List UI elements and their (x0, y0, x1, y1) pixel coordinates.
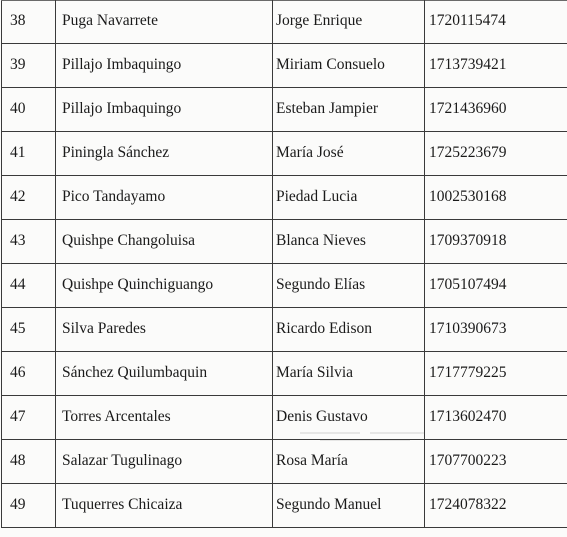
given-names-text: María José (276, 143, 344, 161)
surnames-cell (56, 440, 273, 484)
surnames-text: Torres Arcentales (62, 407, 171, 425)
surnames-cell (56, 132, 273, 176)
given-names-cell (273, 352, 425, 396)
row-number-text: 38 (10, 12, 26, 29)
row-number-text: 43 (10, 231, 26, 249)
id-number-text: 1717779225 (429, 363, 507, 381)
id-number-text: 1710390673 (429, 319, 507, 337)
id-number-text: 1709370918 (429, 231, 507, 249)
surnames-cell (56, 1, 273, 44)
given-names-text: Piedad Lucia (276, 187, 358, 205)
row-number-text: 44 (10, 275, 26, 293)
row-number-text: 46 (10, 363, 26, 381)
row-number-text: 48 (10, 451, 26, 469)
row-number-cell (2, 352, 56, 396)
given-names-text: Denis Gustavo (276, 407, 368, 425)
table-row (2, 88, 567, 132)
roster-table (1, 0, 567, 528)
row-number-cell (2, 1, 56, 44)
id-number-cell (425, 352, 567, 396)
surnames-text: Silva Paredes (62, 319, 146, 337)
surnames-text: Pillajo Imbaquingo (62, 55, 182, 73)
row-number-cell (2, 484, 56, 528)
table-row (2, 308, 567, 352)
surnames-cell (56, 88, 273, 132)
given-names-text: Miriam Consuelo (276, 55, 385, 73)
id-number-cell (425, 220, 567, 264)
row-number-cell (2, 132, 56, 176)
table-row (2, 132, 567, 176)
id-number-cell (425, 440, 567, 484)
given-names-text: Blanca Nieves (276, 231, 366, 249)
row-number-cell (2, 88, 56, 132)
faint-stamp-mark (290, 428, 440, 444)
id-number-text: 1705107494 (429, 275, 507, 293)
surnames-text: Salazar Tugulinago (62, 451, 183, 469)
id-number-text: 1721436960 (429, 99, 507, 117)
given-names-text: Rosa María (276, 451, 348, 469)
id-number-cell (425, 88, 567, 132)
given-names-cell (273, 220, 425, 264)
table-row (2, 264, 567, 308)
id-number-cell (425, 484, 567, 528)
row-number-cell (2, 264, 56, 308)
surnames-text: Sánchez Quilumbaquin (62, 363, 208, 381)
given-names-cell (273, 1, 425, 44)
table-row (2, 352, 567, 396)
table-row (2, 176, 567, 220)
id-number-text: 1713739421 (429, 55, 507, 73)
surnames-text: Pillajo Imbaquingo (62, 99, 182, 117)
id-number-cell (425, 396, 567, 440)
id-number-cell (425, 264, 567, 308)
given-names-text: María Silvia (276, 363, 354, 381)
id-number-cell (425, 308, 567, 352)
surnames-cell (56, 220, 273, 264)
surnames-text: Tuquerres Chicaiza (62, 495, 183, 513)
given-names-cell (273, 88, 425, 132)
given-names-text: Esteban Jampier (276, 99, 379, 117)
row-number-cell (2, 176, 56, 220)
id-number-text: 1725223679 (429, 143, 507, 161)
surnames-text: Puga Navarrete (62, 12, 158, 29)
given-names-cell (273, 308, 425, 352)
surnames-text: Pico Tandayamo (62, 187, 166, 205)
row-number-cell (2, 440, 56, 484)
id-number-text: 1002530168 (429, 187, 507, 205)
given-names-text: Segundo Manuel (276, 495, 382, 513)
row-number-text: 39 (10, 55, 26, 73)
row-number-cell (2, 220, 56, 264)
given-names-text: Segundo Elías (276, 275, 366, 293)
row-number-cell (2, 308, 56, 352)
given-names-cell (273, 44, 425, 88)
surnames-cell (56, 396, 273, 440)
table-row (2, 220, 567, 264)
given-names-cell (273, 264, 425, 308)
table-row (2, 484, 567, 528)
table-row (2, 44, 567, 88)
surnames-text: Quishpe Changoluisa (62, 231, 196, 249)
given-names-cell (273, 176, 425, 220)
row-number-text: 47 (10, 407, 26, 425)
surnames-cell (56, 176, 273, 220)
id-number-text: 1724078322 (429, 495, 507, 513)
given-names-cell (273, 440, 425, 484)
row-number-text: 42 (10, 187, 26, 205)
surnames-text: Piningla Sánchez (62, 143, 170, 161)
surnames-cell (56, 44, 273, 88)
given-names-cell (273, 484, 425, 528)
surnames-cell (56, 264, 273, 308)
row-number-text: 45 (10, 319, 26, 337)
row-number-text: 41 (10, 143, 26, 161)
given-names-cell (273, 132, 425, 176)
surnames-cell (56, 484, 273, 528)
surnames-cell (56, 308, 273, 352)
id-number-cell (425, 132, 567, 176)
roster-table-body (2, 1, 567, 528)
given-names-text: Jorge Enrique (276, 12, 363, 29)
row-number-cell (2, 396, 56, 440)
surnames-cell (56, 352, 273, 396)
surnames-text: Quishpe Quinchiguango (62, 275, 214, 293)
id-number-cell (425, 176, 567, 220)
given-names-text: Ricardo Edison (276, 319, 372, 337)
id-number-text: 1707700223 (429, 451, 507, 469)
row-number-cell (2, 44, 56, 88)
table-row (2, 440, 567, 484)
id-number-cell (425, 44, 567, 88)
id-number-text: 1720115474 (429, 12, 506, 29)
row-number-text: 40 (10, 99, 26, 117)
id-number-text: 1713602470 (429, 407, 507, 425)
id-number-cell (425, 1, 567, 44)
table-row (2, 1, 567, 44)
table-row (2, 396, 567, 440)
row-number-text: 49 (10, 495, 26, 513)
